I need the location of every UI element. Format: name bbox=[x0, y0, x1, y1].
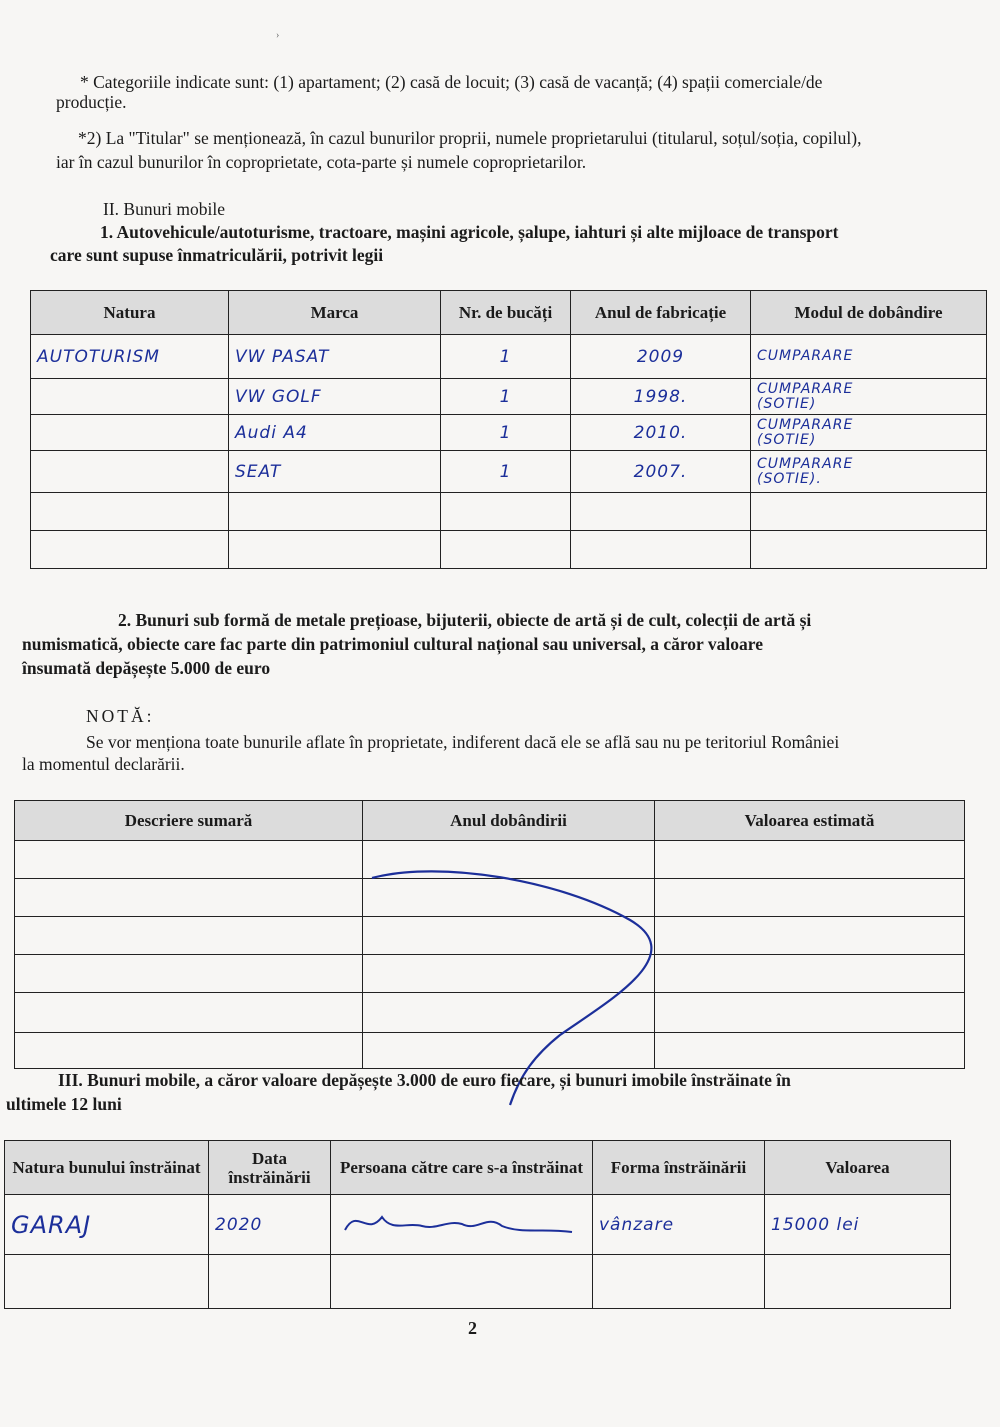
alienated-form[interactable]: vânzare bbox=[593, 1195, 765, 1255]
vehicle-marca[interactable]: SEAT bbox=[229, 451, 441, 493]
vehicle-row bbox=[31, 493, 987, 531]
alienated-natura[interactable]: GARAJ bbox=[5, 1195, 209, 1255]
header-forma-instrainarii: Forma înstrăinării bbox=[593, 1141, 765, 1195]
vehicle-year[interactable]: 1998. bbox=[571, 379, 751, 415]
valuables-cell[interactable] bbox=[655, 879, 965, 917]
alienated-row bbox=[5, 1195, 951, 1255]
alienated-natura[interactable] bbox=[5, 1255, 209, 1309]
page-number: 2 bbox=[468, 1318, 477, 1338]
nota-title: NOTĂ: bbox=[86, 706, 155, 726]
valuables-cell[interactable] bbox=[655, 841, 965, 879]
vehicle-marca[interactable]: VW PASAT bbox=[229, 335, 441, 379]
vehicle-year[interactable]: 2009 bbox=[571, 335, 751, 379]
vehicle-natura[interactable] bbox=[31, 379, 229, 415]
vehicle-acquisition[interactable] bbox=[751, 415, 987, 451]
vehicle-row bbox=[31, 379, 987, 415]
vehicle-row bbox=[31, 531, 987, 569]
nota-text-cont: la momentul declarării. bbox=[22, 754, 185, 774]
section-iii-title-cont: ultimele 12 luni bbox=[6, 1094, 122, 1114]
alienated-row bbox=[5, 1255, 951, 1309]
valuables-cell[interactable] bbox=[655, 917, 965, 955]
alienated-table bbox=[4, 1140, 951, 1309]
vehicle-count[interactable]: 1 bbox=[441, 451, 571, 493]
header-descriere: Descriere sumară bbox=[15, 801, 363, 841]
vehicles-header-row bbox=[31, 291, 987, 335]
titular-note: *2) La "Titular" se menționează, în cazul bunurilor proprii, numele proprietarului (titularul, soțul/soția, copilul), bbox=[78, 128, 862, 148]
header-natura: Natura bbox=[31, 291, 229, 335]
acquisition-mode: CUMPARARE bbox=[757, 416, 854, 433]
valuables-cell[interactable] bbox=[15, 993, 363, 1033]
subsection-2-title-cont2: însumată depășește 5.000 de euro bbox=[22, 658, 271, 678]
valuables-cell[interactable] bbox=[15, 1033, 363, 1069]
vehicle-acquisition[interactable] bbox=[751, 493, 987, 531]
header-anul-dobandirii: Anul dobândirii bbox=[363, 801, 655, 841]
header-nr-bucati: Nr. de bucăți bbox=[441, 291, 571, 335]
header-modul-dobandire: Modul de dobândire bbox=[751, 291, 987, 335]
category-note-cont: producție. bbox=[56, 92, 127, 112]
vehicle-acquisition[interactable] bbox=[751, 379, 987, 415]
valuables-cell[interactable] bbox=[655, 1033, 965, 1069]
valuables-cell[interactable] bbox=[655, 993, 965, 1033]
vehicle-count[interactable] bbox=[441, 493, 571, 531]
alienated-form[interactable] bbox=[593, 1255, 765, 1309]
vehicle-marca[interactable] bbox=[229, 493, 441, 531]
alienated-value[interactable] bbox=[765, 1255, 951, 1309]
alienated-person[interactable] bbox=[331, 1195, 593, 1255]
acquisition-owner: (SOTIE). bbox=[757, 470, 822, 487]
vehicle-acquisition[interactable] bbox=[751, 531, 987, 569]
valuables-cell[interactable] bbox=[15, 917, 363, 955]
vehicle-acquisition[interactable] bbox=[751, 335, 987, 379]
scan-speck: › bbox=[276, 30, 280, 41]
header-valoarea: Valoarea bbox=[765, 1141, 951, 1195]
vehicle-marca[interactable]: Audi A4 bbox=[229, 415, 441, 451]
alienated-date[interactable] bbox=[209, 1255, 331, 1309]
acquisition-mode: CUMPARARE bbox=[757, 380, 854, 397]
vehicle-year[interactable]: 2007. bbox=[571, 451, 751, 493]
vehicle-count[interactable]: 1 bbox=[441, 335, 571, 379]
alienated-date[interactable]: 2020 bbox=[209, 1195, 331, 1255]
valuables-cell[interactable] bbox=[15, 955, 363, 993]
vehicle-count[interactable]: 1 bbox=[441, 379, 571, 415]
vehicle-natura[interactable] bbox=[31, 531, 229, 569]
vehicle-marca[interactable] bbox=[229, 531, 441, 569]
section-iii-title: III. Bunuri mobile, a căror valoare depășește 3.000 de euro fiecare, și bunuri imobile înstrăinate în bbox=[58, 1070, 791, 1090]
vehicle-marca[interactable]: VW GOLF bbox=[229, 379, 441, 415]
vehicle-acquisition[interactable] bbox=[751, 451, 987, 493]
valuables-cell[interactable] bbox=[15, 879, 363, 917]
vehicle-natura[interactable]: AUTOTURISM bbox=[31, 335, 229, 379]
vehicles-table bbox=[30, 290, 987, 569]
signature-scribble bbox=[337, 1202, 577, 1242]
vehicle-row bbox=[31, 451, 987, 493]
category-note: * Categoriile indicate sunt: (1) apartament; (2) casă de locuit; (3) casă de vacanță; (4) spații comerciale/de bbox=[80, 72, 823, 92]
alienated-value[interactable]: 15000 lei bbox=[765, 1195, 951, 1255]
header-natura-bunului: Natura bunului înstrăinat bbox=[5, 1141, 209, 1195]
valuables-header-row bbox=[15, 801, 965, 841]
vehicle-natura[interactable] bbox=[31, 493, 229, 531]
alienated-person[interactable] bbox=[331, 1255, 593, 1309]
nota-text: Se vor menționa toate bunurile aflate în proprietate, indiferent dacă ele se află sau nu pe teritoriul României bbox=[86, 732, 840, 752]
header-valoarea-estimata: Valoarea estimată bbox=[655, 801, 965, 841]
vehicle-row bbox=[31, 415, 987, 451]
subsection-1-title-cont: care sunt supuse înmatriculării, potrivit legii bbox=[50, 245, 384, 265]
subsection-2-title-cont: numismatică, obiecte care fac parte din patrimoniul cultural național sau universal, a căror valoare bbox=[22, 634, 763, 654]
header-anul-fabricatie: Anul de fabricație bbox=[571, 291, 751, 335]
acquisition-owner: (SOTIE) bbox=[757, 431, 817, 448]
subsection-1-title: 1. Autovehicule/autoturisme, tractoare, mașini agricole, șalupe, iahturi și alte mijloace de transport bbox=[100, 222, 839, 242]
header-marca: Marca bbox=[229, 291, 441, 335]
titular-note-cont: iar în cazul bunurilor în coproprietate, cota-parte și numele coproprietarilor. bbox=[56, 152, 587, 172]
valuables-cell[interactable] bbox=[655, 955, 965, 993]
vehicle-natura[interactable] bbox=[31, 451, 229, 493]
vehicle-row bbox=[31, 335, 987, 379]
acquisition-owner: (SOTIE) bbox=[757, 395, 817, 412]
acquisition-mode: CUMPARARE bbox=[757, 348, 854, 364]
vehicle-natura[interactable] bbox=[31, 415, 229, 451]
vehicle-year[interactable]: 2010. bbox=[571, 415, 751, 451]
acquisition-mode: CUMPARARE bbox=[757, 455, 854, 472]
header-persoana: Persoana către care s-a înstrăinat bbox=[331, 1141, 593, 1195]
subsection-2-title: 2. Bunuri sub formă de metale prețioase, bijuterii, obiecte de artă și de cult, colecții de artă și bbox=[118, 610, 812, 630]
vehicle-year[interactable] bbox=[571, 531, 751, 569]
vehicle-year[interactable] bbox=[571, 493, 751, 531]
alienated-header-row bbox=[5, 1141, 951, 1195]
vehicle-count[interactable]: 1 bbox=[441, 415, 571, 451]
header-data-instrainarii: Data înstrăinării bbox=[209, 1141, 331, 1195]
valuables-cell[interactable] bbox=[15, 841, 363, 879]
vehicle-count[interactable] bbox=[441, 531, 571, 569]
section-ii-title: II. Bunuri mobile bbox=[103, 199, 225, 219]
